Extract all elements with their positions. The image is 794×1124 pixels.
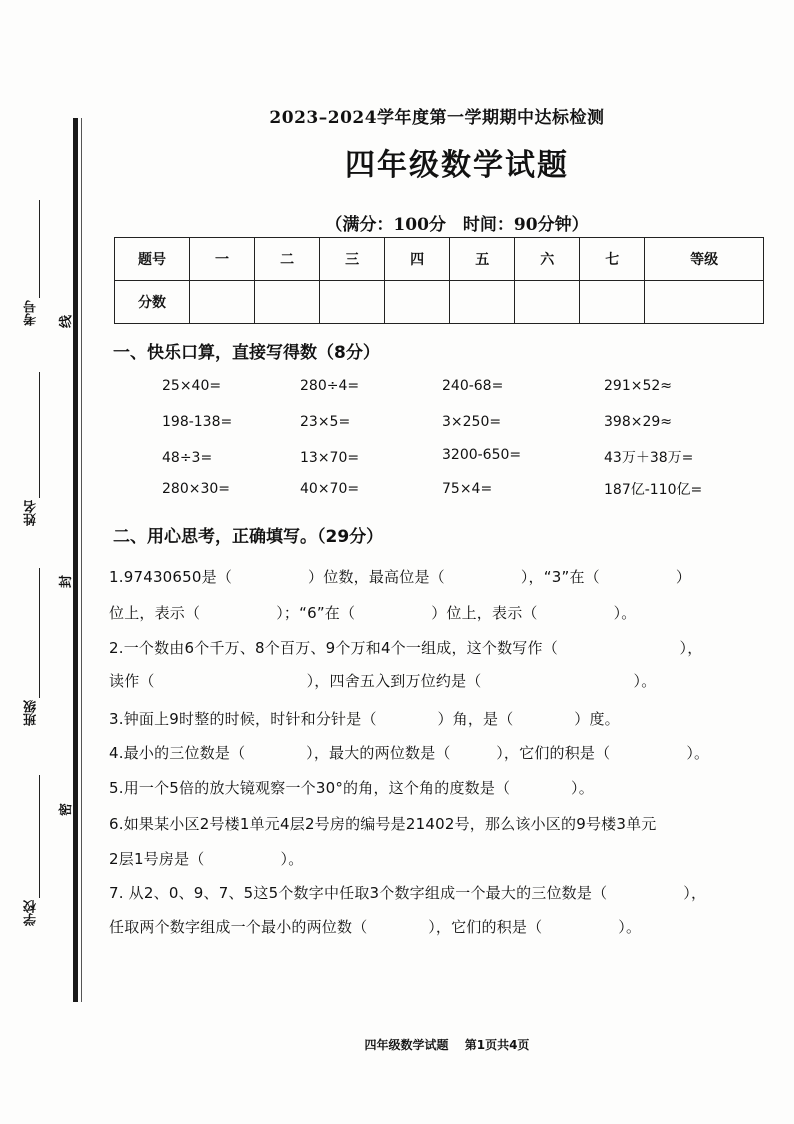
side-line-xingming — [39, 372, 40, 498]
calc-item: 40×70= — [300, 481, 360, 497]
section1-title: 一、快乐口算，直接写得数（8分） — [113, 343, 380, 363]
question-line: 4.最小的三位数是（ ），最大的两位数是（ ），它们的积是（ ）。 — [109, 744, 710, 762]
question-line: 2.一个数由6个千万、8个百万、9个万和4个一组成，这个数写作（ ）， — [109, 639, 703, 657]
exam-score-time: （满分：100分 时间：90分钟） — [325, 215, 589, 235]
exam-term-heading: 2023–2024学年度第一学期期中达标检测 — [269, 108, 605, 128]
calc-item: 187亿-110亿= — [604, 482, 703, 498]
calc-item: 3×250= — [442, 414, 502, 430]
side-label-banji: 班级 — [24, 700, 39, 726]
score-header-cell: 七 — [580, 238, 645, 281]
calc-item: 23×5= — [300, 414, 351, 430]
score-cell[interactable] — [255, 281, 320, 324]
calc-item: 43万＋38万= — [604, 450, 694, 466]
calc-item: 198-138= — [162, 414, 233, 430]
section2-title: 二、用心思考，正确填写。（29分） — [113, 527, 384, 547]
binding-border-thick — [73, 118, 78, 1002]
score-header-cell: 二 — [255, 238, 320, 281]
score-row-label: 分数 — [115, 281, 190, 324]
question-line: 任取两个数字组成一个最小的两位数（ ），它们的积是（ ）。 — [109, 918, 642, 936]
score-cell[interactable] — [320, 281, 385, 324]
side-label-kaohao: 考号 — [24, 300, 39, 326]
question-line: 1.97430650是（ ）位数，最高位是（ ），“3”在（ ） — [109, 568, 692, 586]
calc-item: 25×40= — [162, 378, 222, 394]
score-header-cell: 四 — [385, 238, 450, 281]
score-header-cell: 六 — [515, 238, 580, 281]
score-header-cell: 题号 — [115, 238, 190, 281]
score-cell[interactable] — [580, 281, 645, 324]
calc-item: 13×70= — [300, 450, 360, 466]
score-cell[interactable] — [450, 281, 515, 324]
score-cell[interactable] — [515, 281, 580, 324]
calc-item: 48÷3= — [162, 450, 213, 466]
score-table-score-row — [115, 281, 764, 324]
seal-char-feng: 封 — [59, 574, 75, 589]
question-line: 5.用一个5倍的放大镜观察一个30°的角，这个角的度数是（ ）。 — [109, 779, 594, 797]
score-header-cell: 三 — [320, 238, 385, 281]
calc-item: 280×30= — [162, 481, 230, 497]
question-line: 2层1号房是（ ）。 — [109, 850, 304, 868]
side-line-banji — [39, 568, 40, 698]
score-header-cell: 等级 — [645, 238, 764, 281]
side-line-xuexiao — [39, 775, 40, 898]
score-table — [114, 237, 764, 324]
calc-item: 398×29≈ — [604, 414, 672, 430]
question-line: 7. 从2、0、9、7、5这5个数字中任取3个数字组成一个最大的三位数是（ ）， — [109, 884, 707, 902]
score-table-header-row — [115, 238, 764, 281]
seal-char-xian: 线 — [59, 314, 75, 329]
score-cell[interactable] — [645, 281, 764, 324]
question-line: 读作（ ），四舍五入到万位约是（ ）。 — [109, 672, 657, 690]
side-label-xingming: 姓名 — [24, 500, 39, 526]
calc-item: 280÷4= — [300, 378, 360, 394]
question-line: 位上，表示（ ）；“6”在（ ）位上，表示（ ）。 — [109, 604, 637, 622]
score-cell[interactable] — [385, 281, 450, 324]
exam-title: 四年级数学试题 — [345, 148, 569, 183]
seal-char-mi: 密 — [59, 802, 75, 817]
binding-border-thin — [81, 118, 82, 1002]
question-line: 3.钟面上9时整的时候，时针和分针是（ ）角，是（ ）度。 — [109, 710, 620, 728]
calc-item: 291×52≈ — [604, 378, 672, 394]
calc-item: 240-68= — [442, 378, 504, 394]
question-line: 6.如果某小区2号楼1单元4层2号房的编号是21402号，那么该小区的9号楼3单元 — [109, 815, 657, 833]
score-header-cell: 一 — [190, 238, 255, 281]
calc-item: 3200-650= — [442, 447, 522, 463]
score-header-cell: 五 — [450, 238, 515, 281]
score-cell[interactable] — [190, 281, 255, 324]
page-footer: 四年级数学试题 第1页共4页 — [364, 1038, 530, 1052]
side-label-xuexiao: 学校 — [24, 900, 39, 926]
calc-item: 75×4= — [442, 481, 493, 497]
